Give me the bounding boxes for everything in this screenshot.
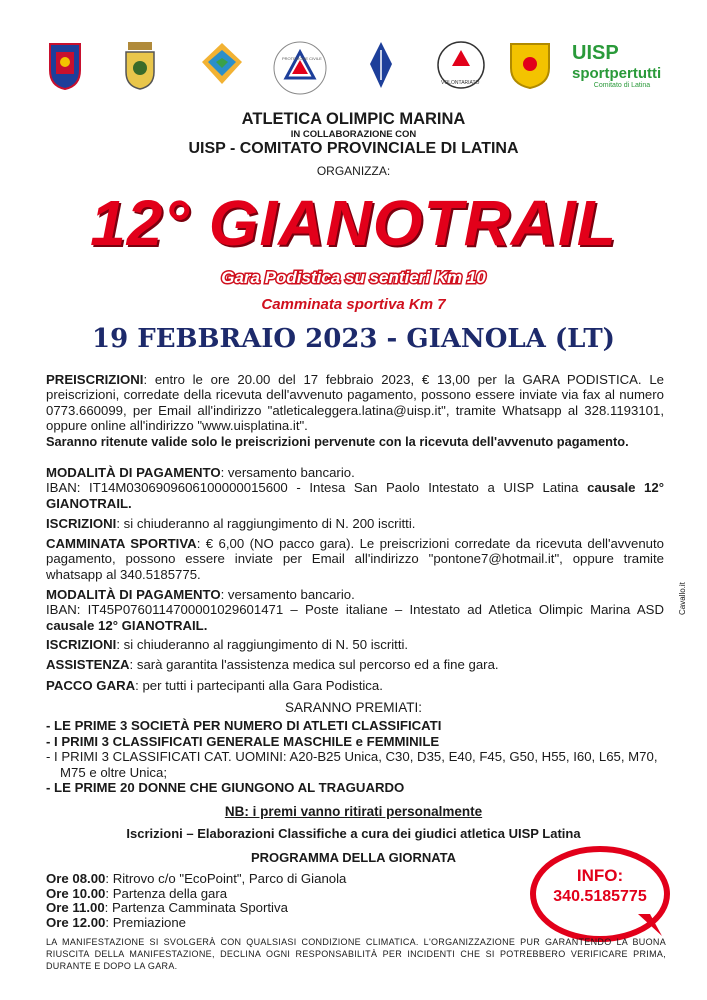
camminata-section — [46, 536, 664, 582]
volontariato-text: VOLONTARIATO — [441, 80, 480, 86]
uisp-logo-slogan: sportpertutti — [572, 65, 662, 82]
iscrizioni-section-1 — [46, 516, 664, 531]
program-list — [46, 872, 346, 930]
iban2: IBAN: IT45P0760114700001029601471 – Poste italiane – Intestato ad Atletica Olimpic Marina ASD — [46, 602, 664, 618]
event-subtitle: Gara Podistica su sentieri Km 10 — [221, 268, 486, 287]
event-title: 12° GIANOTRAIL — [90, 187, 617, 259]
uisp-logo-name: UISP — [572, 42, 619, 64]
protezione-civile-text: PROTEZIONE CIVILE — [282, 56, 322, 61]
prize-item: - LE PRIME 3 SOCIETÀ PER NUMERO DI ATLETI CLASSIFICATI — [46, 718, 442, 733]
iban1-causale: causale 12° GIANOTRAIL. — [46, 480, 664, 511]
program-row — [46, 872, 346, 887]
isc1-text: : si chiuderanno al raggiungimento di N. 200 iscritti. — [116, 516, 416, 531]
program-time: Ore 10.00 — [46, 885, 106, 901]
prize-item: - I PRIMI 3 CLASSIFICATI GENERALE MASCHILE e FEMMINILE — [46, 733, 440, 749]
isc2-label: ISCRIZIONI — [46, 637, 117, 652]
prizes-note: NB: i premi vanno ritirati personalmente — [224, 804, 483, 819]
assistenza-section — [46, 657, 664, 672]
association-diamond-logo — [368, 40, 394, 90]
pay2-text: : versamento bancario. — [220, 587, 355, 602]
iban1: IBAN: IT14M0306909606100000015600 - Intesa San Paolo Intestato a UISP Latina — [46, 480, 588, 496]
ass-label: ASSISTENZA — [46, 657, 130, 672]
cam-text: : € 6,00 (NO pacco gara). Le preiscrizioni corredate da ricevuta dell'avvenuto pagamento, possono essere inviate per Email all'indirizzo "pontone7@hotmail.it", oppure tramite whatsapp al 340.5185775. — [46, 536, 664, 582]
isc1-label: ISCRIZIONI — [46, 516, 117, 531]
program-row — [46, 916, 346, 931]
prizes-list — [46, 718, 664, 796]
program-time: Ore 11.00 — [46, 900, 105, 916]
pacco-label: PACCO GARA — [46, 678, 136, 693]
program-text: : Ritrovo c/o "EcoPoint", Parco di Gianola — [105, 871, 347, 886]
prizes-heading: SARANNO PREMIATI: — [284, 700, 423, 715]
committee-name: UISP - COMITATO PROVINCIALE DI LATINA — [188, 140, 519, 157]
iban2-causale: causale 12° GIANOTRAIL. — [46, 617, 208, 633]
ass-text: : sarà garantita l'assistenza medica sul percorso ed a fine gara. — [129, 657, 499, 672]
speech-tail-icon — [636, 912, 664, 938]
program-time: Ore 12.00 — [46, 914, 106, 930]
info-phone: 340.5185775 — [553, 888, 647, 905]
pacco-section — [46, 678, 664, 693]
program-text: : Premiazione — [105, 914, 187, 930]
organizza-line: ORGANIZZA: — [316, 164, 391, 178]
program-text: : Partenza della gara — [105, 885, 228, 901]
program-row — [46, 887, 346, 902]
prize-item: - LE PRIME 20 DONNE CHE GIUNGONO AL TRAGUARDO — [46, 780, 405, 796]
pre-valid: Saranno ritenute valide solo le preiscrizioni pervenute con la ricevuta dell'avvenuto pagamento. — [46, 433, 629, 449]
prize-item: - I PRIMI 3 CLASSIFICATI CAT. UOMINI: A20-B25 Unica, C30, D35, E40, F45, G50, H55, I60, L65, M70, M75 e oltre Unica; — [46, 749, 658, 780]
organizer-name: ATLETICA OLIMPIC MARINA — [241, 110, 466, 128]
judges-line: Iscrizioni – Elaborazioni Classifiche a cura dei giudici atletica UISP Latina — [126, 826, 581, 841]
program-time: Ore 08.00 — [46, 871, 106, 886]
program-text: : Partenza Camminata Sportiva — [104, 900, 288, 916]
walk-subtitle: Camminata sportiva Km 7 — [261, 296, 446, 313]
pre-label: PREISCRIZIONI — [46, 372, 144, 387]
info-label: INFO: — [576, 866, 624, 885]
preiscrizioni-section — [46, 372, 664, 449]
cam-label: CAMMINATA SPORTIVA — [46, 536, 197, 551]
municipal-crest-logo — [122, 40, 158, 90]
collaboration-line: IN COLLABORAZIONE CON — [290, 129, 417, 140]
program-heading: PROGRAMMA DELLA GIORNATA — [250, 850, 457, 865]
uisp-logo-sub: Comitato di Latina — [593, 82, 651, 89]
pay1-text: : versamento bancario. — [220, 465, 355, 480]
payment-section-1 — [46, 465, 664, 511]
side-credit: Cavallo.it — [678, 582, 687, 615]
isc2-text: : si chiuderanno al raggiungimento di N. 50 iscritti. — [116, 637, 409, 652]
protezione-civile-logo — [272, 40, 328, 96]
event-date: 19 FEBBRAIO 2023 - GIANOLA (LT) — [92, 324, 615, 354]
uisp-logo — [572, 42, 672, 89]
region-logo — [200, 40, 244, 90]
iscrizioni-section-2 — [46, 637, 664, 652]
pay1-label: MODALITÀ DI PAGAMENTO — [46, 465, 221, 480]
program-row — [46, 901, 346, 916]
pre-text: : entro le ore 20.00 del 17 febbraio 2023, € 13,00 per la GARA PODISTICA. Le preiscrizioni, corredate della ricevuta dell'avvenuto pagamento, possono essere inviate via fax al numero 0773.660099, per Email all'indirizzo "atleticaleggera.latina@uisp.it", tramite Whatsapp al 328.1193101, oppure online all'indirizzo "www.uisplatina.it". — [46, 372, 664, 434]
coat-of-arms-logo — [48, 40, 82, 90]
payment-section-2 — [46, 587, 664, 633]
yellow-shield-logo — [508, 40, 552, 90]
disclaimer: LA MANIFESTAZIONE SI SVOLGERÀ CON QUALSIASI CONDIZIONE CLIMATICA. L'ORGANIZZAZIONE PUR GARANTENDO LA BUONA RIUSCITA DELLA MANIFESTAZIONE, DECLINA OGNI RESPONSABILITÀ PER INCIDENTI CHE SI POTREBBERO VERIFICARE PRIMA, DURANTE E DOPO LA GARA. — [46, 937, 666, 971]
pacco-text: : per tutti i partecipanti alla Gara Podistica. — [135, 678, 383, 693]
pay2-label: MODALITÀ DI PAGAMENTO — [46, 587, 221, 602]
